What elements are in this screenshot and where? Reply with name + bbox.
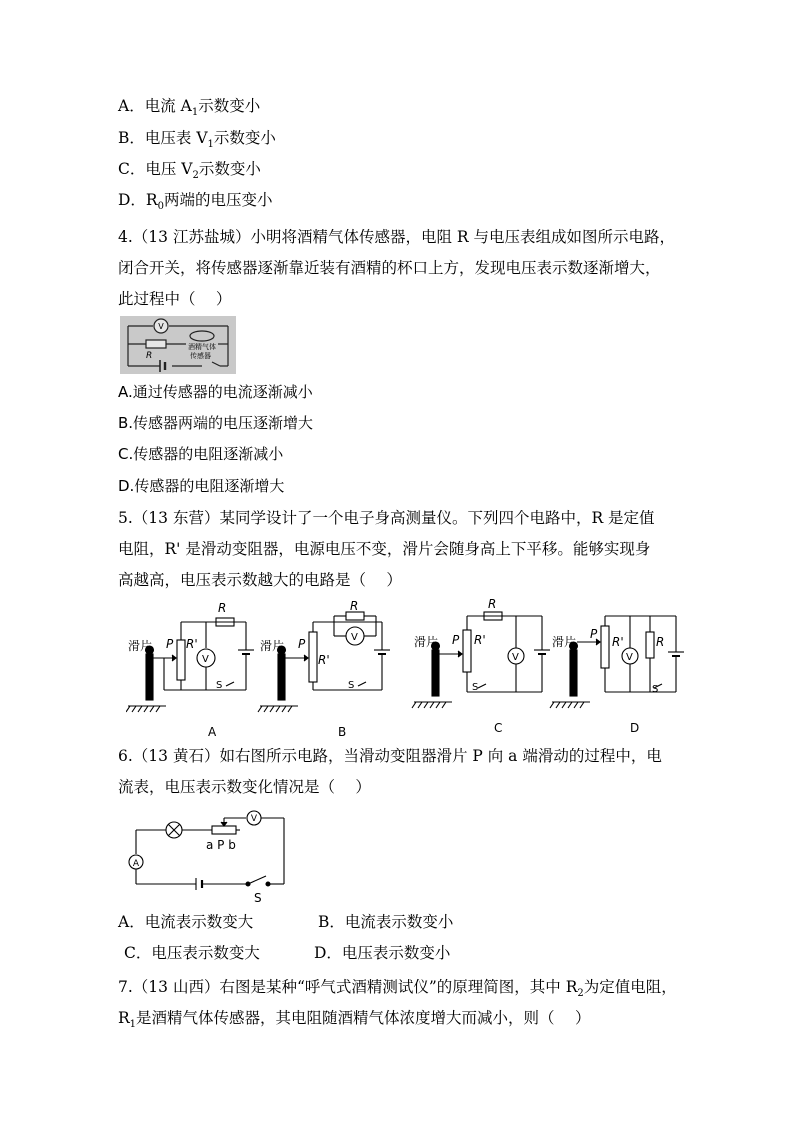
q6-option-c: C．电压表示数变大 <box>124 944 260 962</box>
q5-d-s-label: S <box>652 684 659 695</box>
q5-a-r-label: R <box>218 601 227 615</box>
q7-stem-line-2: $R_1$是酒精气体传感器，其电阻随酒精气体浓度增大而减小，则（ ） <box>118 1009 591 1031</box>
q7-stem-line-1: 7.（13 山西）右图是某种“呼气式酒精测试仪”的原理简图，其中 $R_2$为定值电阻， <box>118 978 677 1000</box>
q5-b-r-label: R <box>350 599 359 613</box>
q6-option-a: A．电流表示数变大 <box>118 913 254 931</box>
q6-option-d: D．电压表示数变小 <box>314 944 451 962</box>
q3-option-b: B．电压表 $V_1$示数变小 <box>118 129 276 151</box>
q5-c-r-label: R <box>488 598 497 611</box>
q3-option-a: A．电流 $A_1$示数变小 <box>118 97 261 119</box>
q5-circuit-letter-a: A <box>208 725 217 739</box>
q5-b-slider-label: 滑片 <box>260 639 285 653</box>
q5-d-rprime-label: R' <box>612 635 624 649</box>
q5-stem-line-3: 高越高，电压表示数越大的电路是（ ） <box>118 571 402 589</box>
q6-voltmeter-label: V <box>250 814 258 824</box>
q5-d-p-label: P <box>590 627 598 641</box>
q5-a-rprime-label: R' <box>186 637 198 651</box>
q5-b-v-label: V <box>351 632 358 643</box>
q5-circuit-letter-b: B <box>338 725 347 739</box>
q5-circuit-letter-d: D <box>630 721 640 735</box>
q4-stem-line-1: 4.（13 江苏盐城）小明将酒精气体传感器，电阻 R 与电压表组成如图所示电路， <box>118 228 675 246</box>
q4-sensor-label-1: 酒精气体 <box>188 343 216 351</box>
q5-b-rprime-label: R' <box>318 653 330 667</box>
q6-stem-line-2: 流表，电压表示数变化情况是（ ） <box>118 778 371 796</box>
q5-c-rprime-label: R' <box>474 633 486 647</box>
q5-c-slider-label: 滑片 <box>414 635 439 649</box>
q6-rheostat-label: a P b <box>206 838 236 852</box>
q4-stem-line-2: 闭合开关，将传感器逐渐靠近装有酒精的杯口上方，发现电压表示数逐渐增大， <box>118 259 661 277</box>
q5-c-p-label: P <box>452 633 460 647</box>
q4-option-d: D.传感器的电阻逐渐增大 <box>118 477 285 495</box>
q5-circuits-figure <box>126 598 696 740</box>
q4-resistor-label: R <box>146 351 153 361</box>
q3-option-d: D．$R_0$两端的电压变小 <box>118 191 273 213</box>
q4-option-c: C.传感器的电阻逐渐减小 <box>118 445 284 463</box>
q5-a-s-label: S <box>216 680 223 691</box>
q5-c-v-label: V <box>512 652 519 663</box>
q5-c-s-label: S <box>472 682 479 693</box>
q5-b-p-label: P <box>298 637 306 651</box>
q6-switch-label: S <box>254 891 262 904</box>
q4-sensor-label-2: 传感器 <box>190 352 211 360</box>
q5-d-r-label: R <box>656 635 665 649</box>
q5-a-v-label: V <box>202 654 209 665</box>
q5-a-p-label: P <box>166 637 174 651</box>
q4-option-b: B.传感器两端的电压逐渐增大 <box>118 414 314 432</box>
q3-option-c: C．电压 $V_2$示数变小 <box>118 160 261 182</box>
q5-circuit-letter-c: C <box>494 721 503 735</box>
q5-b-s-label: S <box>348 680 355 691</box>
q4-stem-line-3: 此过程中（ ） <box>118 290 232 308</box>
q5-d-v-label: V <box>626 652 633 663</box>
q4-voltmeter-label: V <box>158 322 164 331</box>
q5-d-slider-label: 滑片 <box>552 635 577 649</box>
q5-a-slider-label: 滑片 <box>128 639 153 653</box>
q4-circuit-figure <box>120 316 236 374</box>
q5-stem-line-1: 5.（13 东营）某同学设计了一个电子身高测量仪。下列四个电路中，R 是定值 <box>118 509 655 527</box>
q5-stem-line-2: 电阻，R' 是滑动变阻器，电源电压不变，滑片会随身高上下平移。能够实现身 <box>118 540 651 558</box>
q6-circuit-figure <box>124 808 294 904</box>
q4-option-a: A.通过传感器的电流逐渐减小 <box>118 383 313 401</box>
q6-ammeter-label: A <box>132 859 140 869</box>
q6-option-b: B．电流表示数变小 <box>318 913 454 931</box>
q6-stem-line-1: 6.（13 黄石）如右图所示电路，当滑动变阻器滑片 P 向 a 端滑动的过程中，电 <box>118 747 662 765</box>
